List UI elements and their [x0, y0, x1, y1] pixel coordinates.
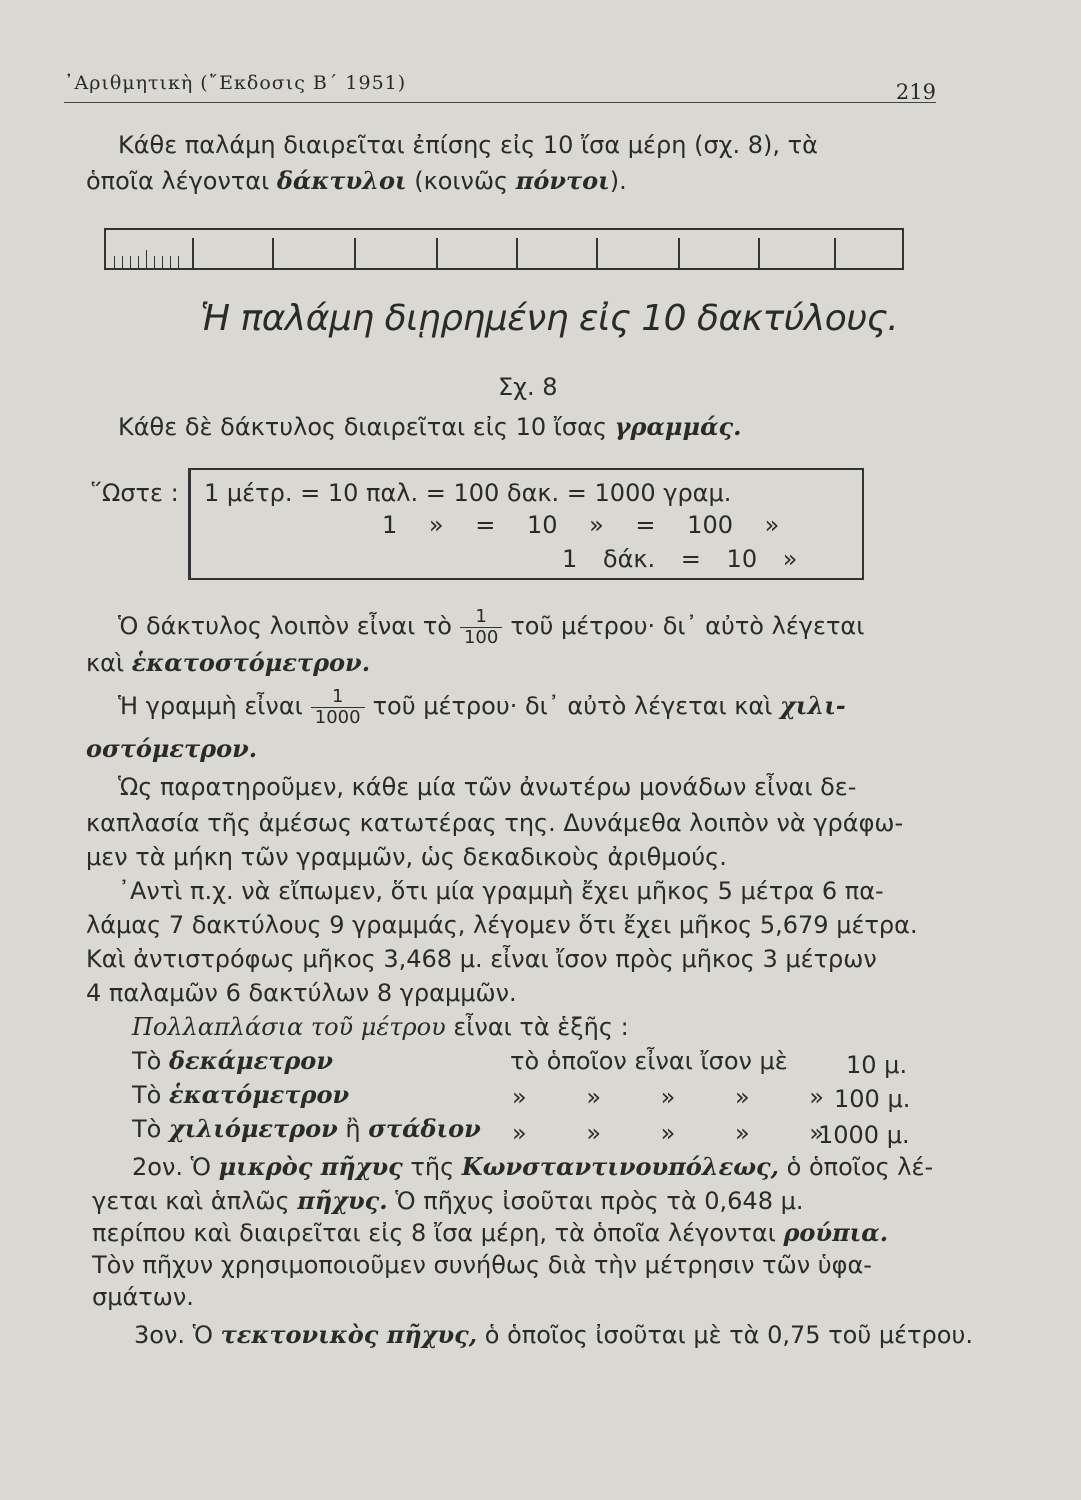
example-line-3: Καὶ ἀντιστρόφως μῆκος 3,468 μ. εἶναι ἴσον πρὸς μῆκος 3 μέτρων — [86, 945, 877, 973]
grammi-line-2: οστόμετρον. — [86, 734, 258, 763]
multiple-row-1-desc: τὸ ὁποῖον εἶναι ἴσον μὲ — [510, 1047, 788, 1075]
intro-line-2: ὁποῖα λέγονται δάκτυλοι (κοινῶς πόντοι). — [86, 166, 627, 195]
tekton-line: 3ον. Ὁ τεκτονικὸς πῆχυς, ὁ ὁποῖος ἰσοῦται μὲ τὰ 0,75 τοῦ μέτρου. — [134, 1320, 973, 1349]
decimal-line-3: μεν τὰ μήκη τῶν γραμμῶν, ὡς δεκαδικοὺς ἀριθμούς. — [86, 843, 727, 871]
daktylos-line-2: καὶ ἑκατοστόμετρον. — [86, 648, 371, 677]
header-title: ᾿Αριθμητικὴ (῎Εκδοσις Β΄ 1951) — [64, 72, 407, 94]
box-lead: ῞Ωστε : — [90, 479, 179, 507]
conversion-row-3: 1 δάκ. = 10 » — [562, 545, 798, 573]
pichys-line-1: 2ον. Ὁ μικρὸς πῆχυς τῆς Κωνσταντινουπόλεως, ὁ ὁποῖος λέ- — [132, 1152, 934, 1181]
conversion-row-1: 1 μέτρ. = 10 παλ. = 100 δακ. = 1000 γραμ. — [204, 479, 732, 507]
multiple-row-2-desc: » » » » » — [512, 1083, 824, 1111]
intro-line-1: Κάθε παλάμη διαιρεῖται ἐπίσης εἰς 10 ἴσα μέρη (σχ. 8), τὰ — [118, 131, 818, 159]
pichys-line-2: γεται καὶ ἁπλῶς πῆχυς. Ὁ πῆχυς ἰσοῦται πρὸς τὰ 0,648 μ. — [92, 1186, 804, 1215]
conversion-row-2: 1 » = 10 » = 100 » — [382, 511, 780, 539]
multiples-heading: Πολλαπλάσια τοῦ μέτρου εἶναι τὰ ἑξῆς : — [132, 1013, 629, 1041]
pichys-line-4: Τὸν πῆχυν χρησιμοποιοῦμεν συνήθως διὰ τὴν μέτρησιν τῶν ὑφα- — [92, 1251, 872, 1279]
multiple-row-3-desc: » » » » » — [512, 1119, 824, 1147]
running-header — [64, 72, 936, 103]
pichys-line-5: σμάτων. — [92, 1283, 194, 1311]
pichys-line-3: περίπου καὶ διαιρεῖται εἰς 8 ἴσα μέρη, τὰ ὁποῖα λέγονται ρούπια. — [92, 1218, 889, 1247]
fraction-1-1000: $\frac{1}{1000}$ — [311, 687, 365, 728]
decimal-line-1: Ὡς παρατηροῦμεν, κάθε μία τῶν ἀνωτέρω μονάδων εἶναι δε- — [118, 773, 857, 801]
page-number: 219 — [895, 80, 936, 104]
decimal-line-2: καπλασία τῆς ἀμέσως κατωτέρας της. Δυνάμεθα λοιπὸν νὰ γράφω- — [86, 809, 904, 837]
grammi-line-1: Ἡ γραμμὴ εἶναι $\frac{1}{1000}$ τοῦ μέτρου· δι᾿ αὐτὸ λέγεται καὶ χιλι- — [118, 685, 846, 728]
multiple-row-2-name: Τὸ ἑκατόμετρον — [132, 1080, 350, 1109]
line-divided-text: Κάθε δὲ δάκτυλος διαιρεῖται εἰς 10 ἴσας γραμμάς. — [118, 412, 742, 441]
multiple-row-3-name: Τὸ χιλιόμετρον ἢ στάδιον — [132, 1114, 481, 1143]
multiple-row-3-value: 1000 μ. — [818, 1121, 910, 1149]
palm-ruler-figure — [104, 228, 904, 270]
multiple-row-1-name: Τὸ δεκάμετρον — [132, 1046, 333, 1075]
example-line-4: 4 παλαμῶν 6 δακτύλων 8 γραμμῶν. — [86, 979, 517, 1007]
fraction-1-100: $\frac{1}{100}$ — [460, 607, 502, 648]
multiple-row-1-value: 10 μ. — [846, 1051, 908, 1079]
example-line-1: ᾿Αντὶ π.χ. νὰ εἴπωμεν, ὅτι μία γραμμὴ ἔχει μῆκος 5 μέτρα 6 πα- — [118, 877, 884, 905]
example-line-2: λάμας 7 δακτύλους 9 γραμμάς, λέγομεν ὅτι ἔχει μῆκος 5,679 μέτρα. — [86, 911, 918, 939]
figure-caption: Ἡ παλάμη διῃρημένη εἰς 10 δακτύλους. — [200, 298, 899, 339]
daktylos-line-1: Ὁ δάκτυλος λοιπὸν εἶναι τὸ $\frac{1}{100}$ τοῦ μέτρου· δι᾿ αὐτὸ λέγεται — [118, 605, 865, 648]
figure-label: Σχ. 8 — [498, 373, 558, 401]
multiple-row-2-value: 100 μ. — [834, 1085, 911, 1113]
